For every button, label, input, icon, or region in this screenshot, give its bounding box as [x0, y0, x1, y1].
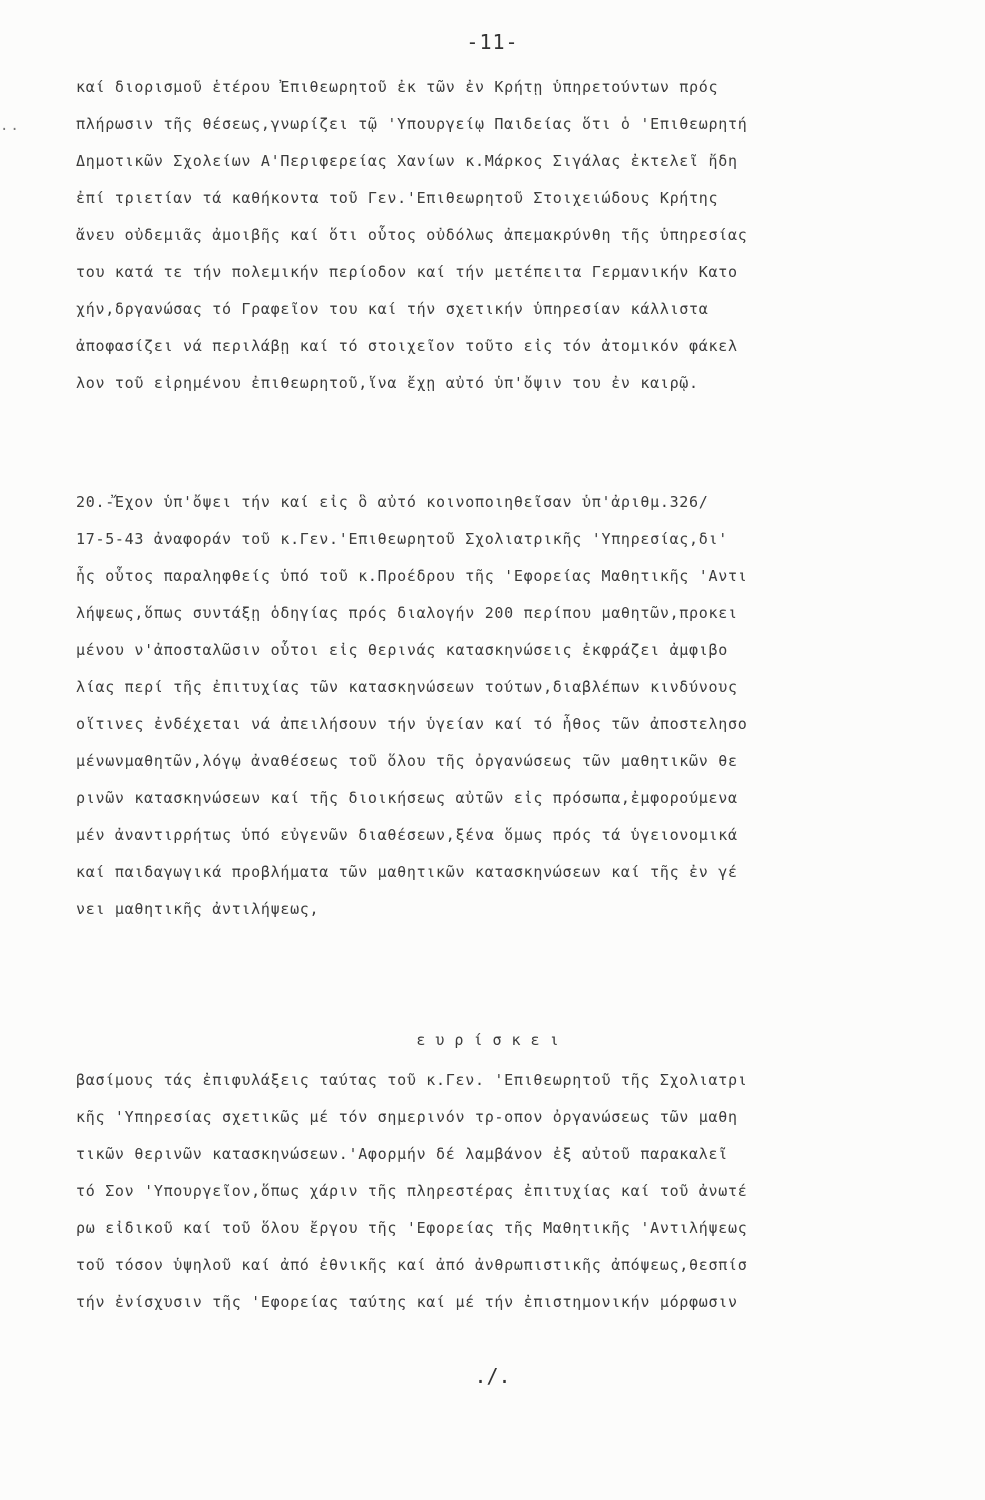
text-line: λον τοῦ εἰρημένου ἐπιθεωρητοῦ,ἵνα ἔχῃ αὐτό ὑπ'ὄψιν του ἐν καιρῷ. — [76, 374, 699, 392]
text-line: ἐπί τριετίαν τά καθήκοντα τοῦ Γεν.'Επιθεωρητοῦ Στοιχειώδους Κρήτης — [76, 189, 719, 207]
text-line: 20.-Ἔχον ὑπ'ὄψει τήν καί εἰς ὃ αὐτό κοινοποιηθεῖσαν ὑπ'ἀριθμ.326/ — [76, 493, 709, 511]
text-line: ρω εἰδικοῦ καί τοῦ ὅλου ἔργου τῆς 'Εφορείας τῆς Μαθητικῆς 'Αντιλήψεως — [76, 1219, 748, 1237]
section-keyword: ευρίσκει — [416, 1031, 569, 1049]
margin-mark: .. — [0, 118, 21, 134]
text-line: τήν ἐνίσχυσιν τῆς 'Εφορείας ταύτης καί μέ τήν ἐπιστημονικήν μόρφωσιν — [76, 1293, 738, 1311]
text-line: κῆς 'Υπηρεσίας σχετικῶς μέ τόν σημερινόν τρ-οπον ὀργανώσεως τῶν μαθη — [76, 1108, 738, 1126]
paragraph-1 — [76, 69, 976, 402]
text-line: ἄνευ οὐδεμιᾶς ἀμοιβῆς καί ὅτι οὗτος οὐδόλως ἀπεμακρύνθη τῆς ὑπηρεσίας — [76, 226, 748, 244]
page-number: -11- — [466, 30, 519, 54]
text-line: 17-5-43 ἀναφοράν τοῦ κ.Γεν.'Επιθεωρητοῦ Σχολιατρικῆς 'Υπηρεσίας,δι' — [76, 530, 728, 548]
text-line: καί διορισμοῦ ἑτέρου Ἐπιθεωρητοῦ ἐκ τῶν ἐν Κρήτῃ ὑπηρετούντων πρός — [76, 78, 719, 96]
text-line: Δημοτικῶν Σχολείων Α'Περιφερείας Χανίων κ.Μάρκος Σιγάλας ἐκτελεῖ ἤδη — [76, 152, 738, 170]
text-line: ρινῶν κατασκηνώσεων καί τῆς διοικήσεως αὐτῶν εἰς πρόσωπα,ἐμφορούμενα — [76, 789, 738, 807]
text-line: λίας περί τῆς ἐπιτυχίας τῶν κατασκηνώσεων τούτων,διαβλέπων κινδύνους — [76, 678, 738, 696]
text-line: οἵτινες ἐνδέχεται νά ἀπειλήσουν τήν ὑγείαν καί τό ἦθος τῶν ἀποστελησο — [76, 715, 748, 733]
paragraph-3 — [76, 1062, 976, 1321]
text-line: τικῶν θερινῶν κατασκηνώσεων.'Αφορμήν δέ λαμβάνον ἐξ αὐτοῦ παρακαλεῖ — [76, 1145, 728, 1163]
text-line: πλήρωσιν τῆς θέσεως,γνωρίζει τῷ 'Υπουργείῳ Παιδείας ὅτι ὁ 'Επιθεωρητή — [76, 115, 748, 133]
text-line: τό Σον 'Υπουργεῖον,ὅπως χάριν τῆς πληρεστέρας ἐπιτυχίας καί τοῦ ἀνωτέ — [76, 1182, 748, 1200]
text-line: ἀποφασίζει νά περιλάβῃ καί τό στοιχεῖον τοῦτο εἰς τόν ἀτομικόν φάκελ — [76, 337, 738, 355]
text-line: μένου ν'ἀποσταλῶσιν οὗτοι εἰς θερινάς κατασκηνώσεις ἐκφράζει ἀμφιβο — [76, 641, 728, 659]
text-line: του κατά τε τήν πολεμικήν περίοδον καί τήν μετέπειτα Γερμανικήν Κατο — [76, 263, 738, 281]
continuation-mark: ./. — [474, 1364, 511, 1388]
text-line: βασίμους τάς ἐπιφυλάξεις ταύτας τοῦ κ.Γεν. 'Επιθεωρητοῦ τῆς Σχολιατρι — [76, 1071, 748, 1089]
text-line: χήν,δργανώσας τό Γραφεῖον του καί τήν σχετικήν ὑπηρεσίαν κάλλιστα — [76, 300, 709, 318]
text-line: νει μαθητικῆς ἀντιλήψεως, — [76, 900, 320, 918]
text-line: μέν ἀναντιρρήτως ὑπό εὐγενῶν διαθέσεων,ξένα ὅμως πρός τά ὑγειονομικά — [76, 826, 738, 844]
paragraph-2 — [76, 484, 976, 928]
text-line: καί παιδαγωγικά προβλήματα τῶν μαθητικῶν κατασκηνώσεων καί τῆς ἐν γέ — [76, 863, 738, 881]
text-line: ἧς οὗτος παραληφθείς ὑπό τοῦ κ.Προέδρου τῆς 'Εφορείας Μαθητικῆς 'Αντι — [76, 567, 748, 585]
text-line: λήψεως,ὅπως συντάξῃ ὁδηγίας πρός διαλογήν 200 περίπου μαθητῶν,προκει — [76, 604, 738, 622]
text-line: τοῦ τόσον ὑψηλοῦ καί ἀπό ἐθνικῆς καί ἀπό ἀνθρωπιστικῆς ἀπόψεως,θεσπίσ — [76, 1256, 748, 1274]
text-line: μένωνμαθητῶν,λόγῳ ἀναθέσεως τοῦ ὅλου τῆς ὀργανώσεως τῶν μαθητικῶν θε — [76, 752, 738, 770]
